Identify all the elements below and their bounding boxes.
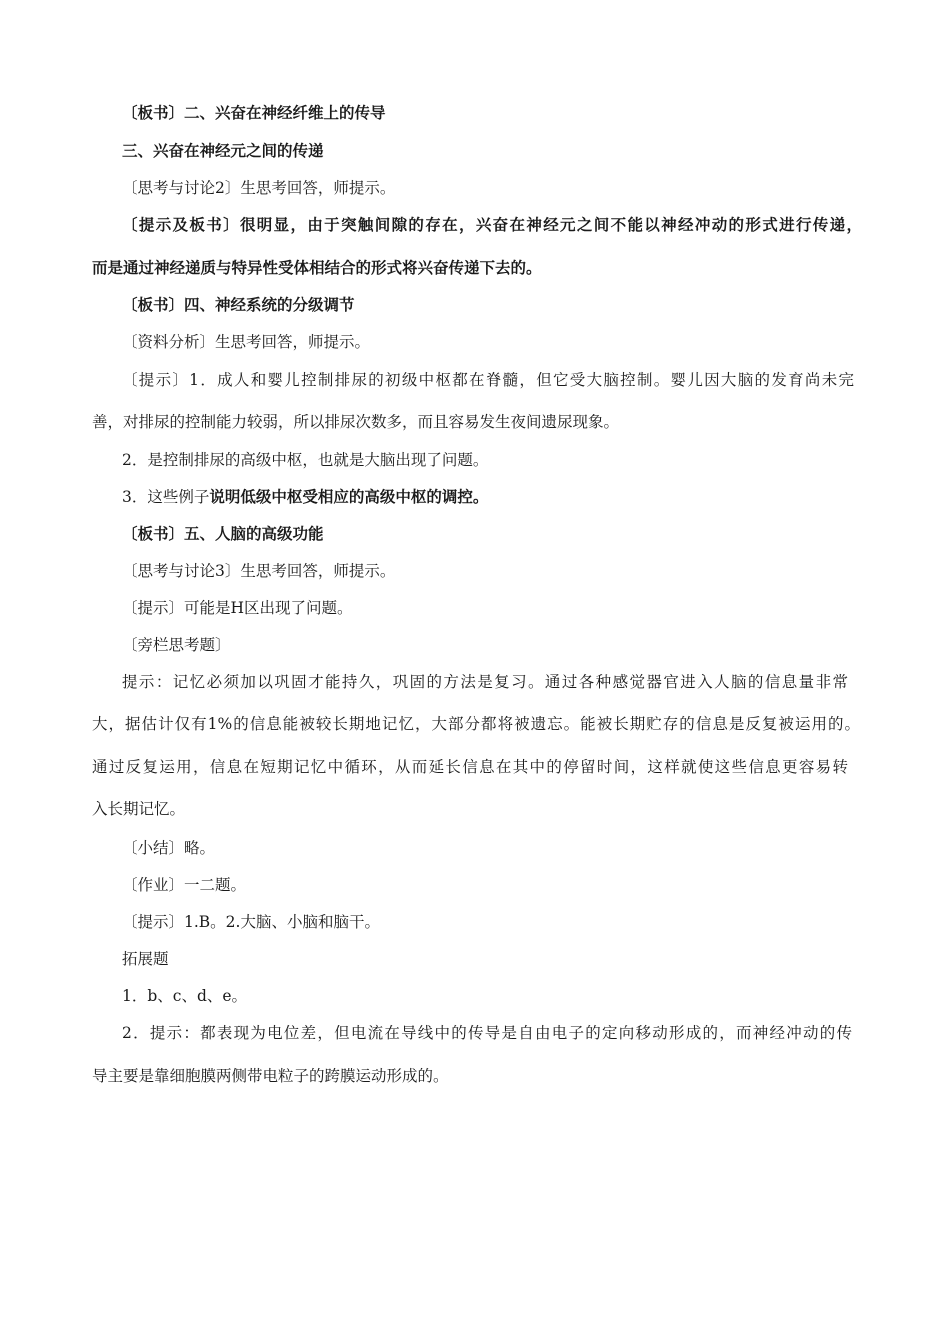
heading-board-2: 〔板书〕二、兴奋在神经纤维上的传导 bbox=[122, 103, 386, 122]
paragraph-hint-1-line1: 〔提示〕1．成人和婴儿控制排尿的初级中枢都在脊髓，但它受大脑控制。婴儿因大脑的发育尚未完 bbox=[122, 371, 854, 389]
paragraph-sidebar-question: 〔旁栏思考题〕 bbox=[122, 636, 231, 654]
paragraph-homework-hint: 〔提示〕1.B。2.大脑、小脑和脑干。 bbox=[122, 913, 380, 931]
paragraph-extension-2-line1: 2．提示：都表现为电位差，但电流在导线中的传导是自由电子的定向移动形成的，而神经冲动的传 bbox=[122, 1024, 852, 1042]
paragraph-hint-board-line1: 〔提示及板书〕很明显，由于突触间隙的存在，兴奋在神经元之间不能以神经冲动的形式进行传递， bbox=[122, 215, 862, 234]
paragraph-hint-board-line2: 而是通过神经递质与特异性受体相结合的形式将兴奋传递下去的。 bbox=[92, 258, 542, 277]
paragraph-hint-2: 2．是控制排尿的高级中枢，也就是大脑出现了问题。 bbox=[122, 451, 489, 469]
heading-section-3: 三、兴奋在神经元之间的传递 bbox=[122, 141, 324, 160]
paragraph-memory-line1: 提示：记忆必须加以巩固才能持久，巩固的方法是复习。通过各种感觉器官进入人脑的信息量非常 bbox=[122, 673, 848, 691]
paragraph-hint-1-line2: 善，对排尿的控制能力较弱，所以排尿次数多，而且容易发生夜间遗尿现象。 bbox=[92, 413, 620, 431]
heading-board-4: 〔板书〕四、神经系统的分级调节 bbox=[122, 295, 355, 314]
paragraph-memory-line3: 通过反复运用，信息在短期记忆中循环，从而延长信息在其中的停留时间，这样就使这些信息更容易转 bbox=[92, 758, 848, 776]
paragraph-discussion-3: 〔思考与讨论3〕生思考回答，师提示。 bbox=[122, 562, 396, 580]
paragraph-hint-h-area: 〔提示〕可能是H区出现了问题。 bbox=[122, 599, 353, 617]
paragraph-summary: 〔小结〕略。 bbox=[122, 839, 216, 857]
heading-extension: 拓展题 bbox=[122, 950, 169, 968]
paragraph-hint-3 bbox=[122, 487, 892, 507]
paragraph-memory-line2: 大，据估计仅有1%的信息能被较长期地记忆，大部分都将被遗忘。能被长期贮存的信息是反复被运用的。 bbox=[92, 715, 860, 733]
paragraph-memory-line4: 入长期记忆。 bbox=[92, 800, 186, 818]
paragraph-data-analysis: 〔资料分析〕生思考回答，师提示。 bbox=[122, 333, 371, 351]
heading-board-5: 〔板书〕五、人脑的高级功能 bbox=[122, 524, 324, 543]
paragraph-discussion-2: 〔思考与讨论2〕生思考回答，师提示。 bbox=[122, 179, 396, 197]
paragraph-extension-1: 1．b、c、d、e。 bbox=[122, 987, 248, 1005]
paragraph-extension-2-line2: 导主要是靠细胞膜两侧带电粒子的跨膜运动形成的。 bbox=[92, 1067, 449, 1085]
paragraph-homework: 〔作业〕一二题。 bbox=[122, 876, 247, 894]
hint-3-conclusion: 说明低级中枢受相应的高级中枢的调控。 bbox=[209, 487, 489, 506]
hint-3-prefix: 3．这些例子 bbox=[122, 488, 210, 506]
